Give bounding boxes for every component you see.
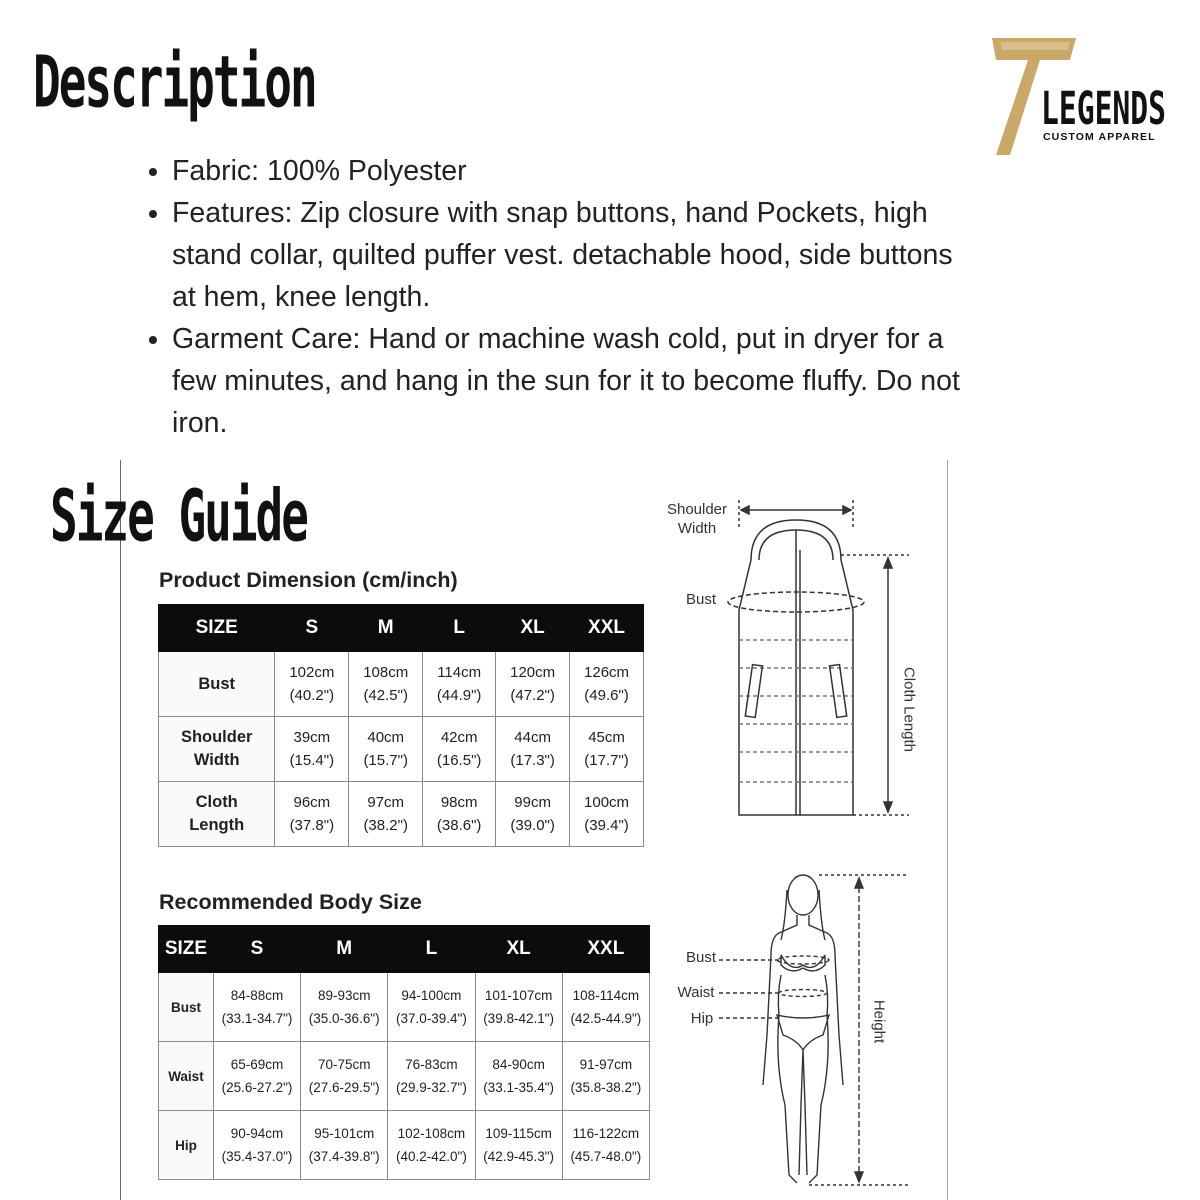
recommended-body-cell: 101-107cm (39.8-42.1") xyxy=(475,973,562,1042)
recommended-body-cell: 89-93cm (35.0-36.6") xyxy=(301,973,388,1042)
description-heading: Description xyxy=(33,40,316,124)
vest-bust-label: Bust xyxy=(685,591,716,608)
size-guide-panel xyxy=(120,460,948,1200)
recommended-body-cell: 70-75cm (27.6-29.5") xyxy=(301,1042,388,1111)
product-dimension-row-label: Shoulder Width xyxy=(159,717,275,782)
recommended-body-header-cell: S xyxy=(213,926,300,973)
product-dimension-row xyxy=(159,782,644,847)
brand-logo xyxy=(990,30,1180,160)
body-hip-label: Hip xyxy=(690,1010,714,1027)
product-dimension-header-cell: L xyxy=(423,605,496,652)
product-dimension-cell: 108cm (42.5") xyxy=(349,652,423,717)
product-dimension-cell: 39cm (15.4") xyxy=(275,717,349,782)
recommended-body-header-cell: SIZE xyxy=(159,926,214,973)
product-dimension-cell: 40cm (15.7") xyxy=(349,717,423,782)
recommended-body-row-label: Hip xyxy=(159,1111,214,1180)
recommended-body-row xyxy=(159,1111,650,1180)
vest-cloth-length-label: Cloth Length xyxy=(900,666,918,753)
product-dimension-cell: 97cm (38.2") xyxy=(349,782,423,847)
product-dimension-header-cell: XXL xyxy=(570,605,644,652)
product-dimension-cell: 45cm (17.7") xyxy=(570,717,644,782)
product-dimension-row-label: Bust xyxy=(159,652,275,717)
body-bust-label: Bust xyxy=(685,949,716,966)
product-dimension-row xyxy=(159,652,644,717)
product-dimension-cell: 42cm (16.5") xyxy=(423,717,496,782)
recommended-body-header-cell: XL xyxy=(475,926,562,973)
product-dimension-cell: 44cm (17.3") xyxy=(496,717,570,782)
product-dimension-title: Product Dimension (cm/inch) xyxy=(159,568,458,592)
vest-shoulder-width-label: Shoulder Width xyxy=(666,501,728,537)
recommended-body-size-title: Recommended Body Size xyxy=(159,890,422,914)
recommended-body-cell: 84-88cm (33.1-34.7") xyxy=(213,973,300,1042)
product-dimension-row xyxy=(159,717,644,782)
recommended-body-row-label: Waist xyxy=(159,1042,214,1111)
product-dimension-header-cell: XL xyxy=(496,605,570,652)
recommended-body-row xyxy=(159,973,650,1042)
product-dimension-header-cell: M xyxy=(349,605,423,652)
recommended-body-header-cell: M xyxy=(301,926,388,973)
product-dimension-header-row xyxy=(159,605,644,652)
recommended-body-cell: 94-100cm (37.0-39.4") xyxy=(388,973,475,1042)
product-dimension-header-cell: S xyxy=(275,605,349,652)
recommended-body-cell: 84-90cm (33.1-35.4") xyxy=(475,1042,562,1111)
recommended-body-header-cell: L xyxy=(388,926,475,973)
recommended-body-cell: 116-122cm (45.7-48.0") xyxy=(562,1111,649,1180)
bullet-features: • Features: Zip closure with snap buttons, hand Pockets, high stand collar, quilted puffer vest. detachable hood, side buttons at hem, knee length. xyxy=(172,192,972,318)
logo-tagline: CUSTOM APPAREL xyxy=(1043,131,1156,143)
recommended-body-cell: 76-83cm (29.9-32.7") xyxy=(388,1042,475,1111)
recommended-body-cell: 108-114cm (42.5-44.9") xyxy=(562,973,649,1042)
recommended-body-cell: 109-115cm (42.9-45.3") xyxy=(475,1111,562,1180)
bullet-garment-care: • Garment Care: Hand or machine wash cold, put in dryer for a few minutes, and hang in the sun for it to become fluffy. Do not iron. xyxy=(172,318,972,444)
product-dimension-cell: 98cm (38.6") xyxy=(423,782,496,847)
logo-graphic xyxy=(990,30,1180,160)
recommended-body-cell: 95-101cm (37.4-39.8") xyxy=(301,1111,388,1180)
product-dimension-cell: 102cm (40.2") xyxy=(275,652,349,717)
recommended-body-row xyxy=(159,1042,650,1111)
recommended-body-cell: 65-69cm (25.6-27.2") xyxy=(213,1042,300,1111)
recommended-body-row-label: Bust xyxy=(159,973,214,1042)
recommended-body-header-row xyxy=(159,926,650,973)
recommended-body-cell: 91-97cm (35.8-38.2") xyxy=(562,1042,649,1111)
product-dimension-cell: 96cm (37.8") xyxy=(275,782,349,847)
recommended-body-cell: 90-94cm (35.4-37.0") xyxy=(213,1111,300,1180)
body-height-label: Height xyxy=(870,999,888,1044)
product-dimension-cell: 114cm (44.9") xyxy=(423,652,496,717)
product-dimension-cell: 120cm (47.2") xyxy=(496,652,570,717)
body-diagram xyxy=(719,865,919,1195)
product-dimension-header-cell: SIZE xyxy=(159,605,275,652)
product-dimension-cell: 99cm (39.0") xyxy=(496,782,570,847)
description-bullet-list xyxy=(140,150,972,444)
vest-diagram xyxy=(711,490,911,830)
size-guide-heading: Size Guide xyxy=(50,474,307,558)
body-waist-label: Waist xyxy=(677,984,715,1001)
product-dimension-cell: 126cm (49.6") xyxy=(570,652,644,717)
product-dimension-table xyxy=(158,604,644,847)
product-dimension-row-label: Cloth Length xyxy=(159,782,275,847)
logo-wordmark: LEGENDS xyxy=(1041,82,1166,135)
bullet-fabric: • Fabric: 100% Polyester xyxy=(172,150,972,192)
recommended-body-size-table xyxy=(158,925,650,1180)
recommended-body-cell: 102-108cm (40.2-42.0") xyxy=(388,1111,475,1180)
recommended-body-header-cell: XXL xyxy=(562,926,649,973)
product-dimension-cell: 100cm (39.4") xyxy=(570,782,644,847)
